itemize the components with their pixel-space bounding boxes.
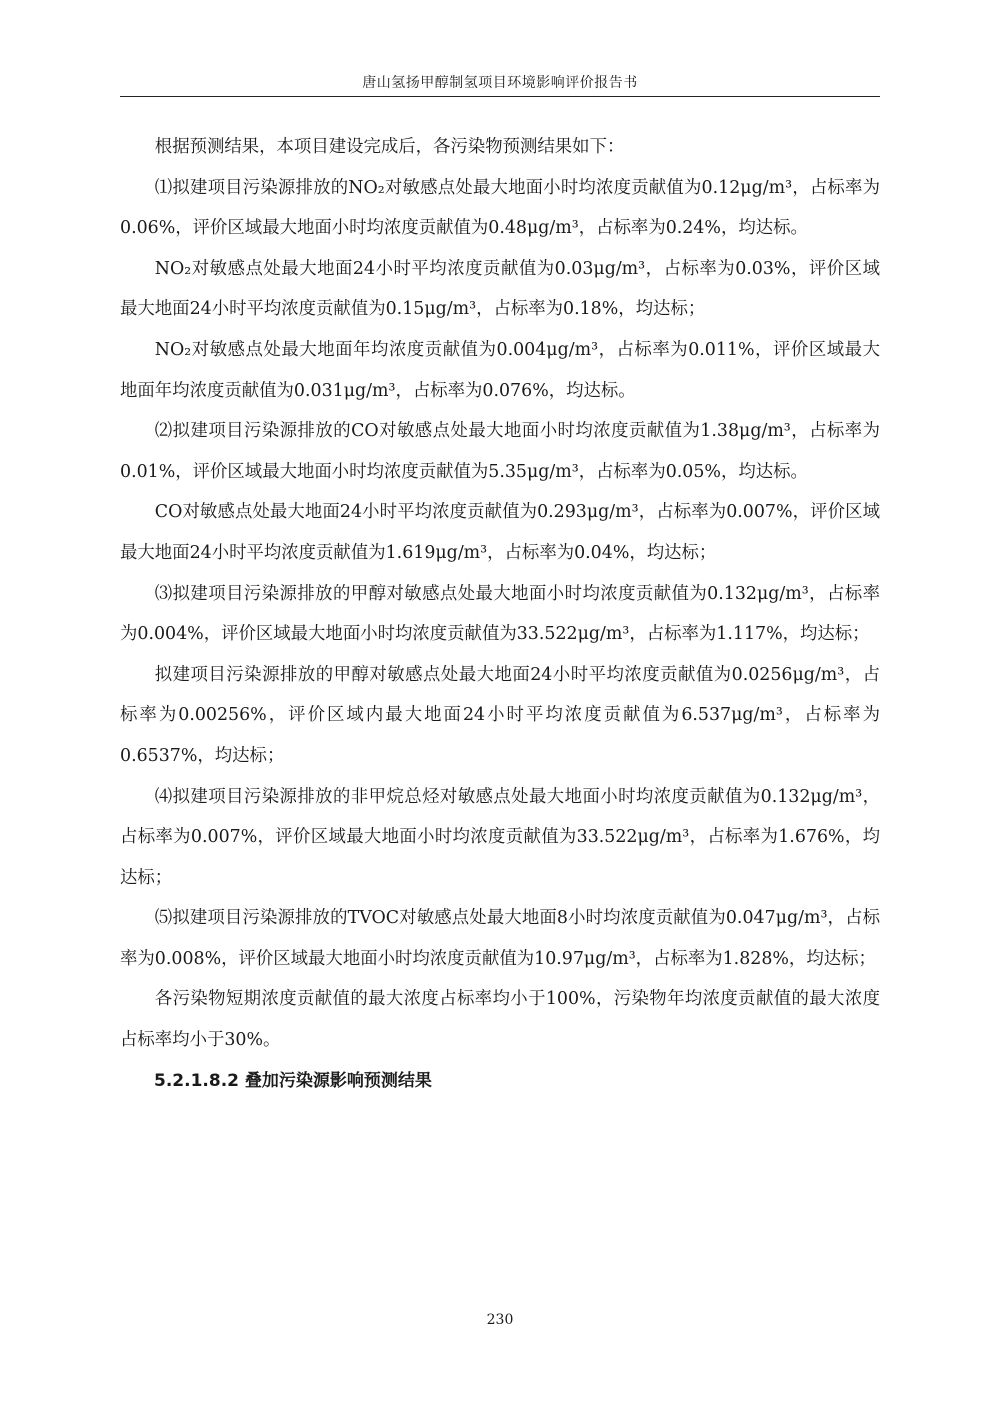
paragraph-methanol-daily: 拟建项目污染源排放的甲醇对敏感点处最大地面24小时平均浓度贡献值为0.0256μg/m³，占标率为0.00256%，评价区域内最大地面24小时平均浓度贡献值为6.537μg/m³，占标率为0.6537%，均达标； <box>120 664 880 766</box>
page-number: 230 <box>486 1312 514 1328</box>
running-header: 唐山氢扬甲醇制氢项目环境影响评价报告书 <box>362 75 638 91</box>
paragraph-intro: 根据预测结果，本项目建设完成后，各污染物预测结果如下： <box>154 137 625 157</box>
paragraph-no2-daily: NO₂对敏感点处最大地面24小时平均浓度贡献值为0.03μg/m³，占标率为0.03%，评价区域最大地面24小时平均浓度贡献值为0.15μg/m³，占标率为0.18%，均达标； <box>120 258 880 320</box>
paragraph-no2-hourly: ⑴拟建项目污染源排放的NO₂对敏感点处最大地面小时均浓度贡献值为0.12μg/m³，占标率为0.06%，评价区域最大地面小时均浓度贡献值为0.48μg/m³，占标率为0.24%，均达标。 <box>120 177 880 239</box>
paragraph-summary: 各污染物短期浓度贡献值的最大浓度占标率均小于100%，污染物年均浓度贡献值的最大浓度占标率均小于30%。 <box>120 989 880 1051</box>
paragraph-tvoc: ⑸拟建项目污染源排放的TVOC对敏感点处最大地面8小时均浓度贡献值为0.047μg/m³，占标率为0.008%，评价区域最大地面小时均浓度贡献值为10.97μg/m³，占标率为1.828%，均达标； <box>120 908 880 969</box>
document-body <box>120 127 880 1101</box>
header-rule <box>120 96 880 97</box>
paragraph-no2-annual: NO₂对敏感点处最大地面年均浓度贡献值为0.004μg/m³，占标率为0.011%，评价区域最大地面年均浓度贡献值为0.031μg/m³，占标率为0.076%，均达标。 <box>120 339 880 401</box>
paragraph-nmhc-hourly: ⑷拟建项目污染源排放的非甲烷总烃对敏感点处最大地面小时均浓度贡献值为0.132μg/m³，占标率为0.007%，评价区域最大地面小时均浓度贡献值为33.522μg/m³，占标率为1.676%，均达标； <box>120 786 880 888</box>
paragraph-co-daily: CO对敏感点处最大地面24小时平均浓度贡献值为0.293μg/m³，占标率为0.007%，评价区域最大地面24小时平均浓度贡献值为1.619μg/m³，占标率为0.04%，均达标； <box>120 502 880 563</box>
section-heading: 5.2.1.8.2 叠加污染源影响预测结果 <box>154 1070 432 1091</box>
paragraph-methanol-hourly: ⑶拟建项目污染源排放的甲醇对敏感点处最大地面小时均浓度贡献值为0.132μg/m³，占标率为0.004%，评价区域最大地面小时均浓度贡献值为33.522μg/m³，占标率为1.117%，均达标； <box>120 583 880 645</box>
paragraph-co-hourly: ⑵拟建项目污染源排放的CO对敏感点处最大地面小时均浓度贡献值为1.38μg/m³，占标率为0.01%，评价区域最大地面小时均浓度贡献值为5.35μg/m³，占标率为0.05%，均达标。 <box>120 421 880 482</box>
